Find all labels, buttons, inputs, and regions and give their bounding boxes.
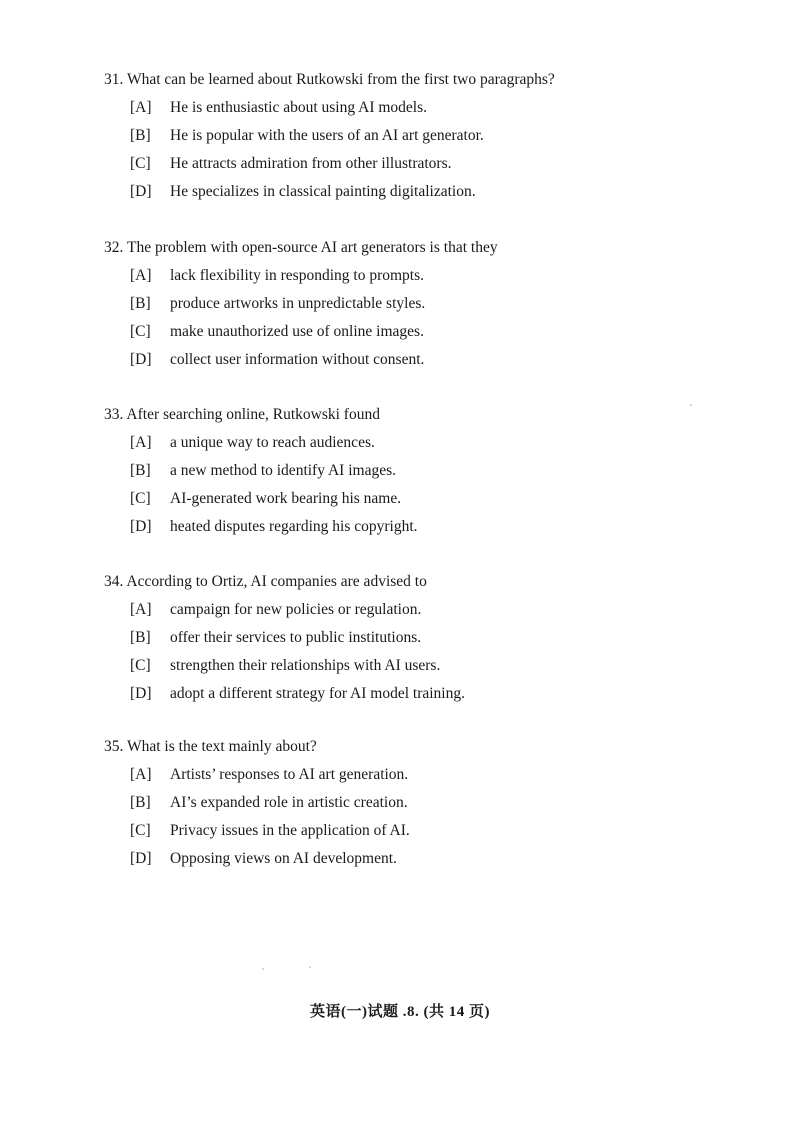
option-letter: [D] [130,351,152,368]
option-letter: [A] [130,99,152,116]
option-c [104,656,764,676]
option-text: collect user information without consent. [170,351,425,368]
scan-speck [262,968,264,970]
option-b [104,628,764,648]
question-number: 31. [104,71,124,88]
option-text: heated disputes regarding his copyright. [170,518,418,535]
option-text: lack flexibility in responding to prompts. [170,267,424,284]
question-31 [104,70,764,202]
option-c [104,821,764,841]
option-text: campaign for new policies or regulation. [170,601,422,618]
option-letter: [B] [130,295,151,312]
question-text: What can be learned about Rutkowski from the first two paragraphs? [126,71,555,88]
option-letter: [C] [130,822,151,839]
option-text: He is popular with the users of an AI art generator. [170,127,484,144]
question-33 [104,405,764,537]
option-text: a new method to identify AI images. [170,462,396,479]
option-letter: [C] [130,323,151,340]
option-b [104,461,764,481]
option-letter: [A] [130,601,152,618]
option-d [104,849,764,869]
question-number: 35. [104,738,124,755]
option-c [104,489,764,509]
option-text: AI-generated work bearing his name. [170,490,402,507]
option-letter: [D] [130,518,152,535]
option-d [104,517,764,537]
option-text: He specializes in classical painting digitalization. [170,183,476,200]
option-text: a unique way to reach audiences. [170,434,375,451]
scan-speck [309,966,311,968]
question-text: After searching online, Rutkowski found [126,406,380,423]
option-letter: [A] [130,766,152,783]
option-text: adopt a different strategy for AI model training. [170,685,465,702]
option-text: strengthen their relationships with AI users. [170,657,441,674]
option-letter: [D] [130,850,152,867]
option-letter: [B] [130,794,151,811]
question-stem [104,70,764,90]
question-number: 33. [104,406,124,423]
option-letter: [D] [130,685,152,702]
option-c [104,322,764,342]
question-32 [104,238,764,370]
option-letter: [B] [130,462,151,479]
option-text: Artists’ responses to AI art generation. [170,766,409,783]
question-35 [104,737,764,869]
option-a [104,266,764,286]
option-d [104,182,764,202]
option-c [104,154,764,174]
option-letter: [A] [130,267,152,284]
option-letter: [A] [130,434,152,451]
option-b [104,294,764,314]
option-a [104,98,764,118]
option-a [104,765,764,785]
option-a [104,433,764,453]
question-stem [104,737,764,757]
option-letter: [B] [130,127,151,144]
option-letter: [C] [130,657,151,674]
question-text: According to Ortiz, AI companies are advised to [126,573,427,590]
option-text: offer their services to public institutions. [170,629,422,646]
question-text: The problem with open-source AI art generators is that they [126,239,498,256]
option-letter: [D] [130,183,152,200]
option-text: He attracts admiration from other illustrators. [170,155,452,172]
question-stem [104,238,764,258]
option-b [104,126,764,146]
question-stem [104,405,764,425]
option-a [104,600,764,620]
option-letter: [C] [130,490,151,507]
question-34 [104,572,764,704]
option-text: produce artworks in unpredictable styles. [170,295,426,312]
option-text: Privacy issues in the application of AI. [170,822,410,839]
question-number: 32. [104,239,124,256]
option-text: make unauthorized use of online images. [170,323,424,340]
option-letter: [B] [130,629,151,646]
question-stem [104,572,764,592]
option-text: He is enthusiastic about using AI models. [170,99,428,116]
option-b [104,793,764,813]
option-text: Opposing views on AI development. [170,850,397,867]
option-d [104,350,764,370]
option-letter: [C] [130,155,151,172]
scan-speck [690,404,692,406]
question-number: 34. [104,573,124,590]
page-footer: 英语(一)试题 .8. (共 14 页) [310,1004,490,1020]
option-d [104,684,764,704]
question-text: What is the text mainly about? [126,738,317,755]
option-text: AI’s expanded role in artistic creation. [170,794,408,811]
